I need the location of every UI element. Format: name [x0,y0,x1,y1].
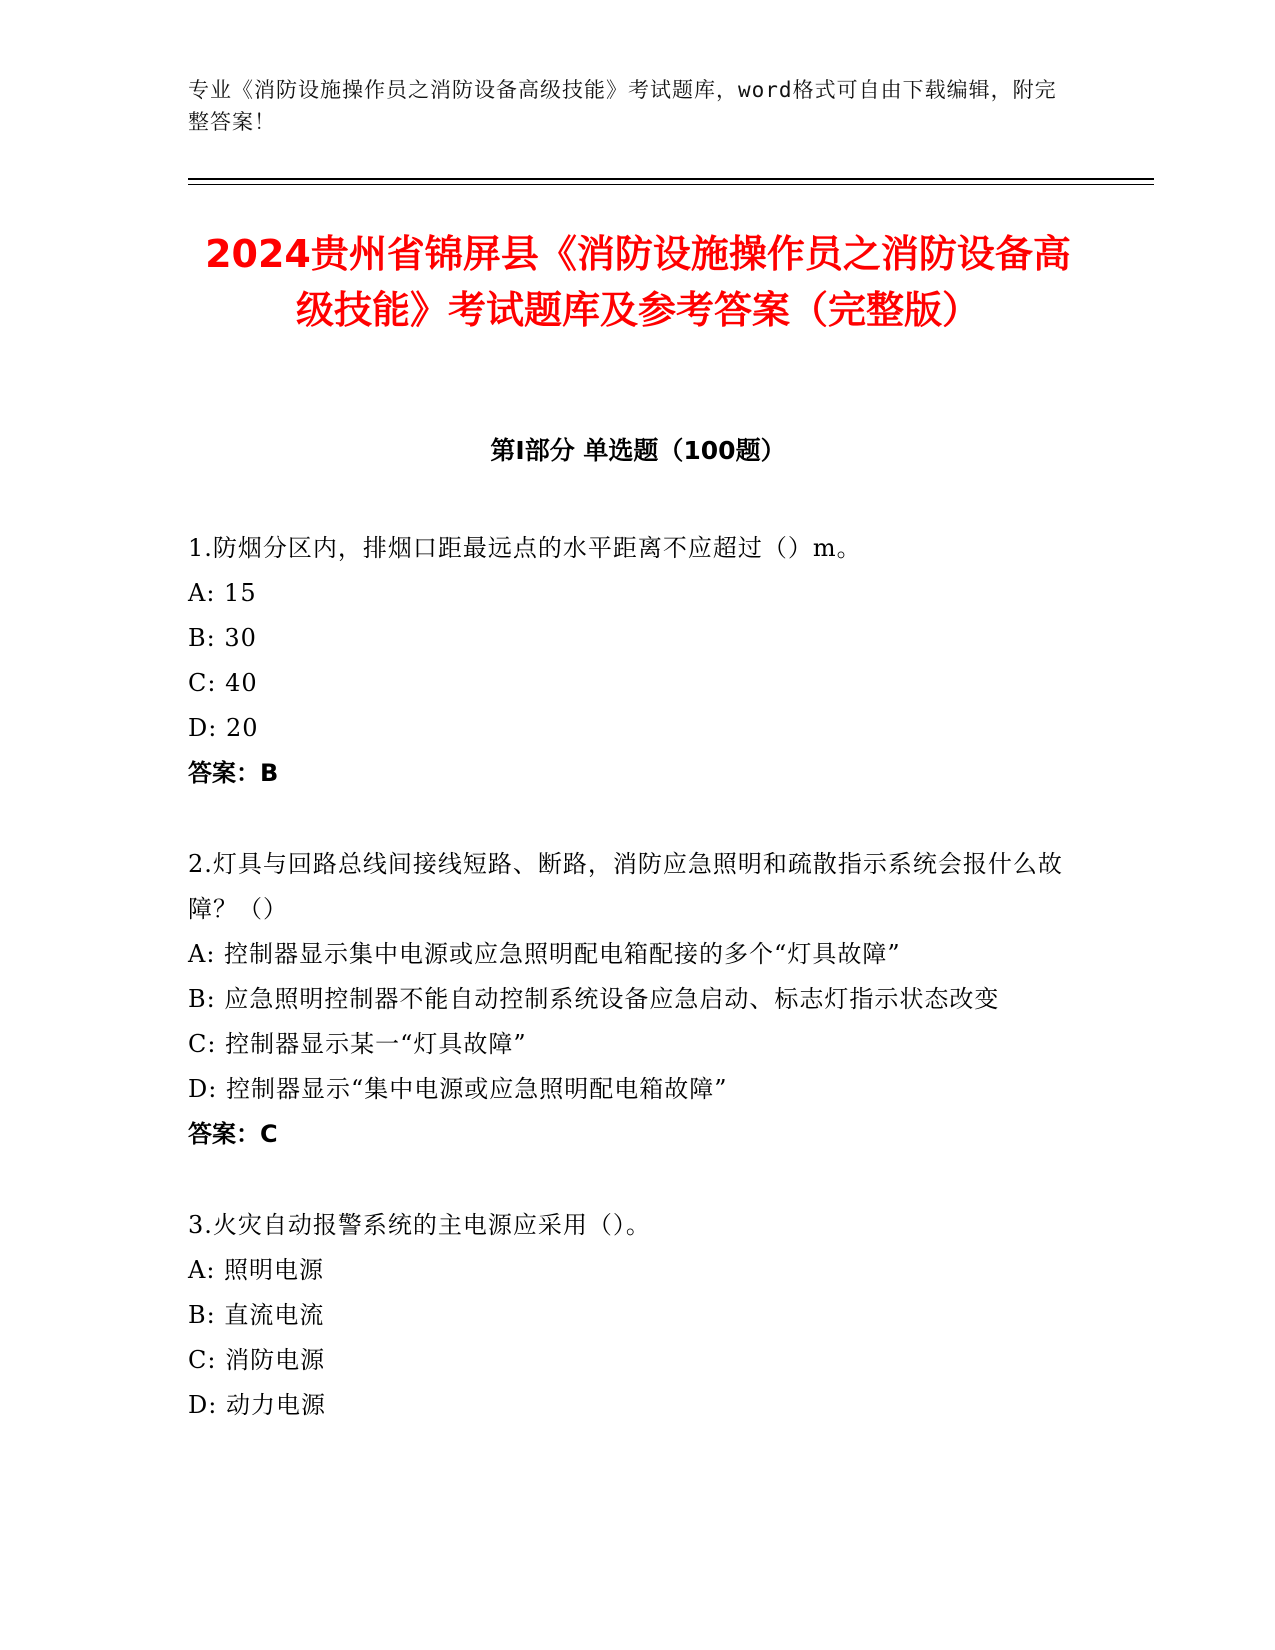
option-a: A: 照明电源 [188,1256,325,1284]
section-title: 第I部分 单选题（100题） [490,436,786,465]
answer-line: 答案：B [188,759,279,787]
question-3 [188,1203,1068,1428]
option-d: D: 控制器显示“集中电源或应急照明配电箱故障” [188,1075,728,1103]
answer-line: 答案：C [188,1120,278,1148]
document-title: 2024贵州省锦屏县《消防设施操作员之消防设备高级技能》考试题库及参考答案（完整版） [205,232,1071,332]
option-c: C: 40 [188,669,258,697]
question-list [188,526,1068,1474]
question-2 [188,842,1068,1157]
option-b: B: 直流电流 [188,1301,325,1329]
question-stem: 1.防烟分区内，排烟口距最远点的水平距离不应超过（）m。 [188,534,862,562]
option-c: C: 消防电源 [188,1346,326,1374]
option-b: B: 30 [188,624,257,652]
option-d: D: 动力电源 [188,1391,326,1419]
header-divider-thick [188,178,1154,180]
header-divider-thin [188,184,1154,185]
option-c: C: 控制器显示某一“灯具故障” [188,1030,527,1058]
option-a: A: 15 [188,579,257,607]
option-a: A: 控制器显示集中电源或应急照明配电箱配接的多个“灯具故障” [188,940,901,968]
question-stem: 3.火灾自动报警系统的主电源应采用（）。 [188,1211,651,1239]
question-1 [188,526,1068,796]
header-note: 专业《消防设施操作员之消防设备高级技能》考试题库，word格式可自由下载编辑，附完整答案！ [188,78,1057,134]
option-d: D: 20 [188,714,259,742]
option-b: B: 应急照明控制器不能自动控制系统设备应急启动、标志灯指示状态改变 [188,985,1000,1013]
question-stem: 2.灯具与回路总线间接线短路、断路，消防应急照明和疏散指示系统会报什么故障？（） [188,850,1063,923]
